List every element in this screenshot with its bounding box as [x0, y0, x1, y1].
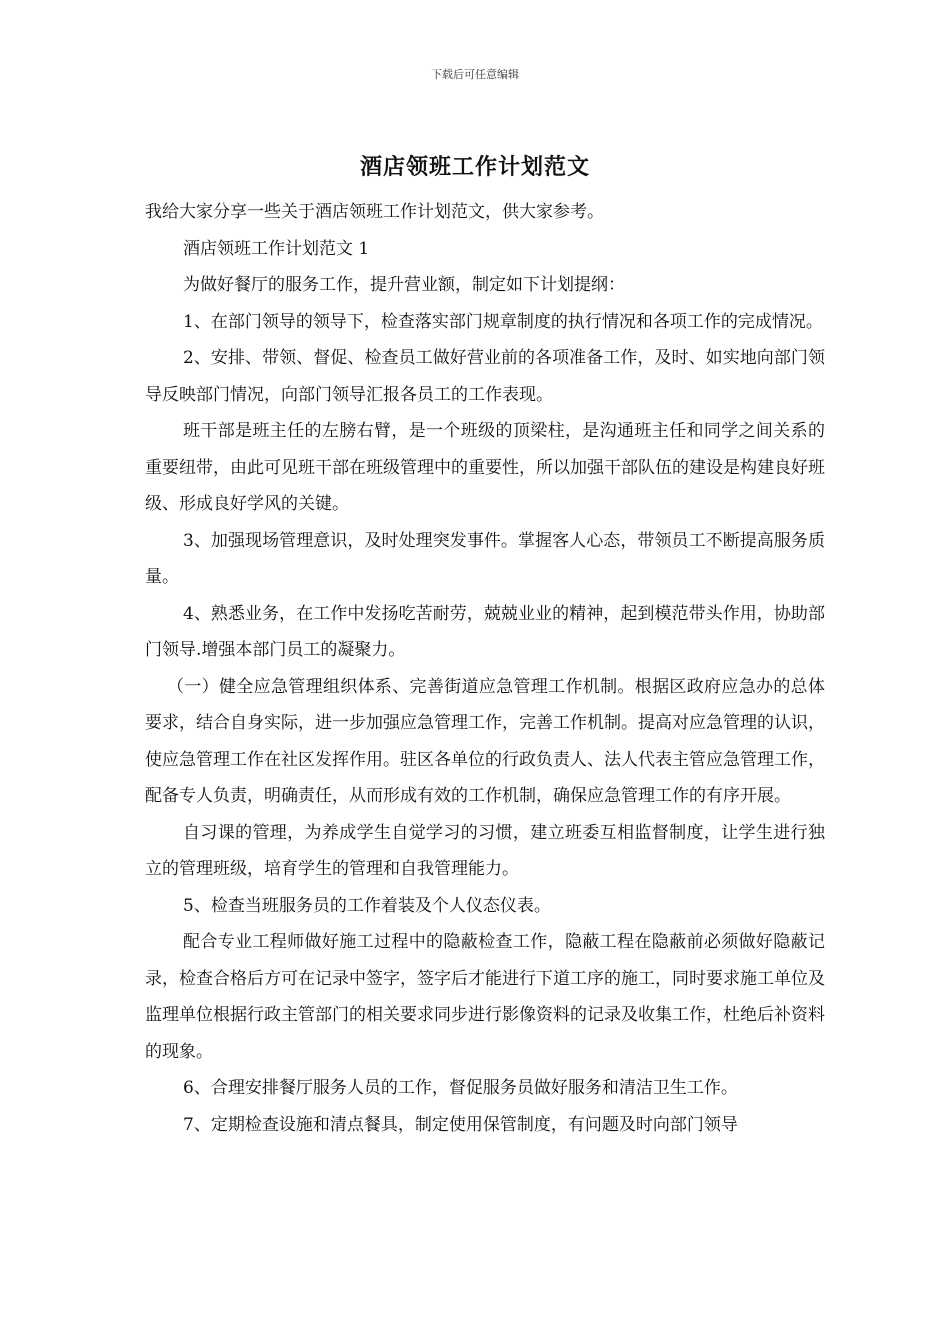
paragraph: （一）健全应急管理组织体系、完善街道应急管理工作机制。根据区政府应急办的总体要求，结合自身实际，进一步加强应急管理工作，完善工作机制。提高对应急管理的认识，使应急管理工作在社区发挥作用。驻区各单位的行政负责人、法人代表主管应急管理工作，配备专人负责，明确责任，从而形成有效的工作机制，确保应急管理工作的有序开展。 [145, 676, 825, 806]
paragraph: 自习课的管理，为养成学生自觉学习的习惯，建立班委互相监督制度，让学生进行独立的管理班级，培育学生的管理和自我管理能力。 [145, 822, 825, 879]
paragraph: 3、加强现场管理意识，及时处理突发事件。掌握客人心态，带领员工不断提高服务质量。 [145, 530, 825, 587]
paragraph: 4、熟悉业务，在工作中发扬吃苦耐劳，兢兢业业的精神，起到模范带头作用，协助部门领导.增强本部门员工的凝聚力。 [145, 603, 825, 660]
paragraph: 配合专业工程师做好施工过程中的隐蔽检查工作，隐蔽工程在隐蔽前必须做好隐蔽记录，检查合格后方可在记录中签字，签字后才能进行下道工序的施工，同时要求施工单位及监理单位根据行政主管部门的相关要求同步进行影像资料的记录及收集工作，杜绝后补资料的现象。 [145, 932, 825, 1062]
document-title: 酒店领班工作计划范文 [359, 154, 590, 180]
paragraph: 班干部是班主任的左膀右臂，是一个班级的顶梁柱，是沟通班主任和同学之间关系的重要纽带，由此可见班干部在班级管理中的重要性，所以加强干部队伍的建设是构建良好班级、形成良好学风的关键。 [145, 421, 825, 514]
paragraph: 7、定期检查设施和清点餐具，制定使用保管制度，有问题及时向部门领导 [183, 1114, 738, 1135]
header-note: 下载后可任意编辑 [431, 68, 519, 81]
paragraph: 为做好餐厅的服务工作，提升营业额，制定如下计划提纲： [183, 275, 625, 295]
paragraph: 6、合理安排餐厅服务人员的工作，督促服务员做好服务和清洁卫生工作。 [183, 1078, 738, 1098]
paragraph: 2、安排、带领、督促、检查员工做好营业前的各项准备工作，及时、如实地向部门领导反映部门情况，向部门领导汇报各员工的工作表现。 [145, 348, 825, 405]
paragraph: 1、在部门领导的领导下，检查落实部门规章制度的执行情况和各项工作的完成情况。 [183, 311, 823, 332]
document-body [145, 194, 825, 1143]
paragraph-subtitle: 酒店领班工作计划范文 1 [183, 238, 370, 259]
paragraph: 5、检查当班服务员的工作着装及个人仪态仪表。 [183, 895, 551, 916]
paragraph-intro: 我给大家分享一些关于酒店领班工作计划范文，供大家参考。 [145, 202, 604, 222]
